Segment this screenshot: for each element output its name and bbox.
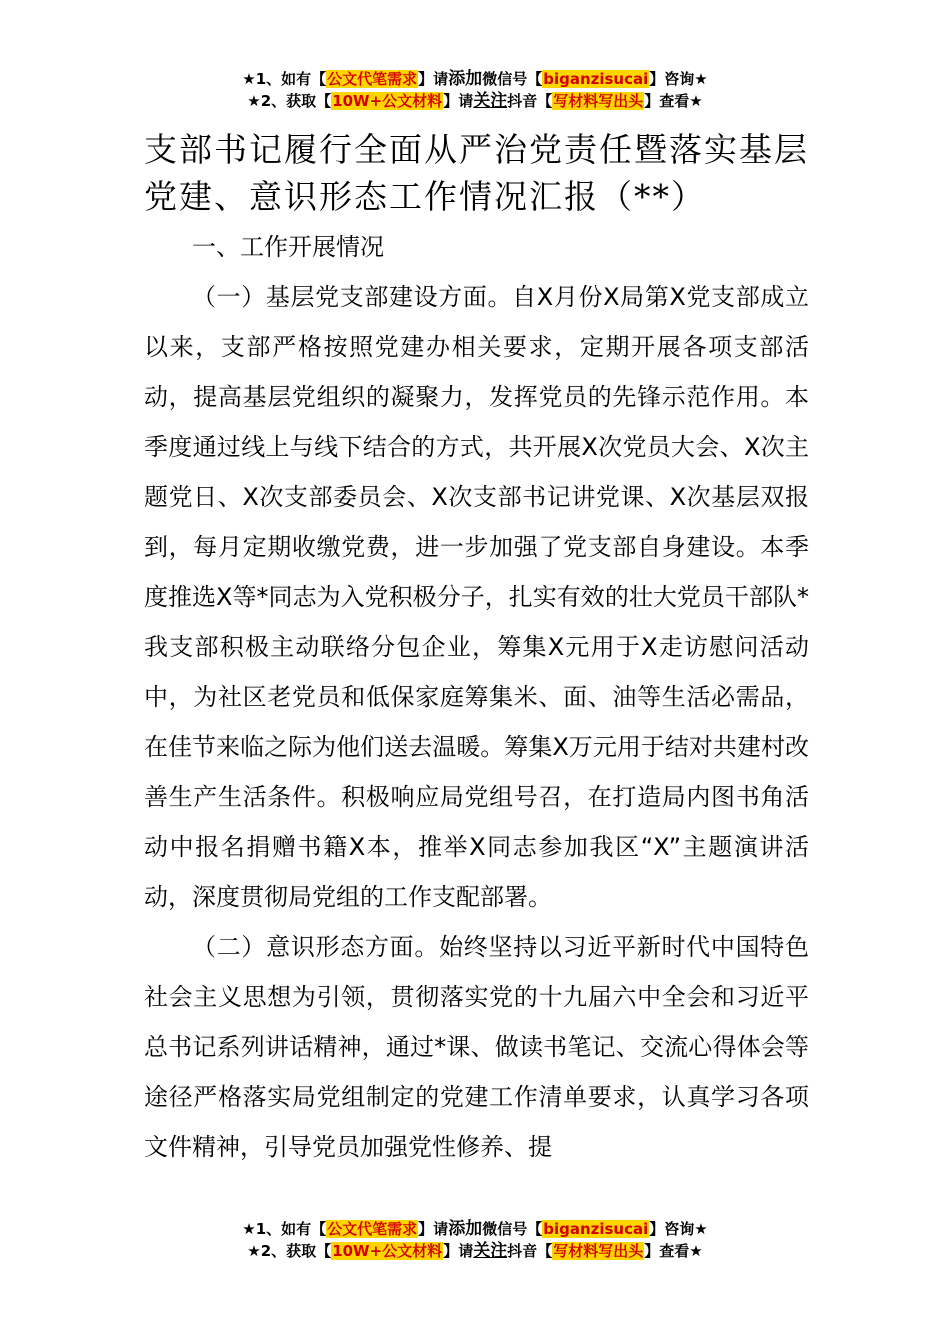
promo-emphasis: 添加 — [448, 69, 483, 89]
promo-text: 】请 — [418, 70, 449, 88]
promo-text: 】咨询★ — [649, 70, 708, 88]
wechat-id: biganzisucai — [543, 1220, 649, 1238]
promo-text: 】查看★ — [644, 92, 703, 110]
promo-text: ★1、如有【 — [242, 70, 327, 88]
promo-text: 微信号【 — [482, 1220, 543, 1238]
promo-text: 抖音【 — [507, 1242, 553, 1260]
paragraph-ideology: （二）意识形态方面。始终坚持以习近平新时代中国特色社会主义思想为引领，贯彻落实党的十九届六中全会和习近平总书记系列讲话精神，通过*课、做读书笔记、交流心得体会等途径严格落实局党组制定的党建工作清单要求，认真学习各项文件精神，引导党员加强党性修养、提 — [144, 933, 809, 1161]
promo-text: ★2、获取【 — [247, 1242, 332, 1260]
promo-text: ★2、获取【 — [247, 92, 332, 110]
douyin-account: 写材料写出头 — [553, 1242, 644, 1260]
promo-emphasis: 关注 — [473, 91, 508, 111]
promo-banner-bottom — [0, 1218, 950, 1262]
promo-text: 】查看★ — [644, 1242, 703, 1260]
promo-line-1 — [0, 68, 950, 90]
douyin-account: 写材料写出头 — [553, 92, 644, 110]
promo-line-2 — [0, 90, 950, 112]
promo-text: ★1、如有【 — [242, 1220, 327, 1238]
promo-emphasis: 关注 — [473, 1241, 508, 1261]
promo-line-1 — [0, 1218, 950, 1240]
promo-highlight: 10W+公文材料 — [332, 1242, 443, 1260]
document-title: 支部书记履行全面从严治党责任暨落实基层党建、意识形态工作情况汇报（**） — [144, 130, 809, 216]
promo-text: 】请 — [443, 1242, 474, 1260]
promo-highlight: 公文代笔需求 — [327, 1220, 418, 1238]
paragraph-party-branch: （一）基层党支部建设方面。自X月份X局第X党支部成立以来，支部严格按照党建办相关要求，定期开展各项支部活动，提高基层党组织的凝聚力，发挥党员的先锋示范作用。本季度通过线上与线下结合的方式，共开展X次党员大会、X次主题党日、X次支部委员会、X次支部书记讲党课、X次基层双报到，每月定期收缴党费，进一步加强了党支部自身建设。本季度推选X等*同志为入党积极分子，扎实有效的壮大党员干部队*我支部积极主动联络分包企业，筹集X元用于X走访慰问活动中，为社区老党员和低保家庭筹集米、面、油等生活必需品，在佳节来临之际为他们送去温暖。筹集X万元用于结对共建村改善生产生活条件。积极响应局党组号召，在打造局内图书角活动中报名捐赠书籍X本，推举X同志参加我区“X”主题演讲活动，深度贯彻局党组的工作支配部署。 — [144, 283, 809, 911]
promo-text: 抖音【 — [507, 92, 553, 110]
promo-text: 微信号【 — [482, 70, 543, 88]
document-body — [144, 222, 809, 1172]
promo-text: 】请 — [443, 92, 474, 110]
promo-text: 】咨询★ — [649, 1220, 708, 1238]
promo-banner-top — [0, 68, 950, 112]
promo-text: 】请 — [418, 1220, 449, 1238]
wechat-id: biganzisucai — [543, 70, 649, 88]
section-heading: 一、工作开展情况 — [192, 233, 384, 261]
promo-highlight: 公文代笔需求 — [327, 70, 418, 88]
promo-line-2 — [0, 1240, 950, 1262]
promo-highlight: 10W+公文材料 — [332, 92, 443, 110]
promo-emphasis: 添加 — [448, 1219, 483, 1239]
